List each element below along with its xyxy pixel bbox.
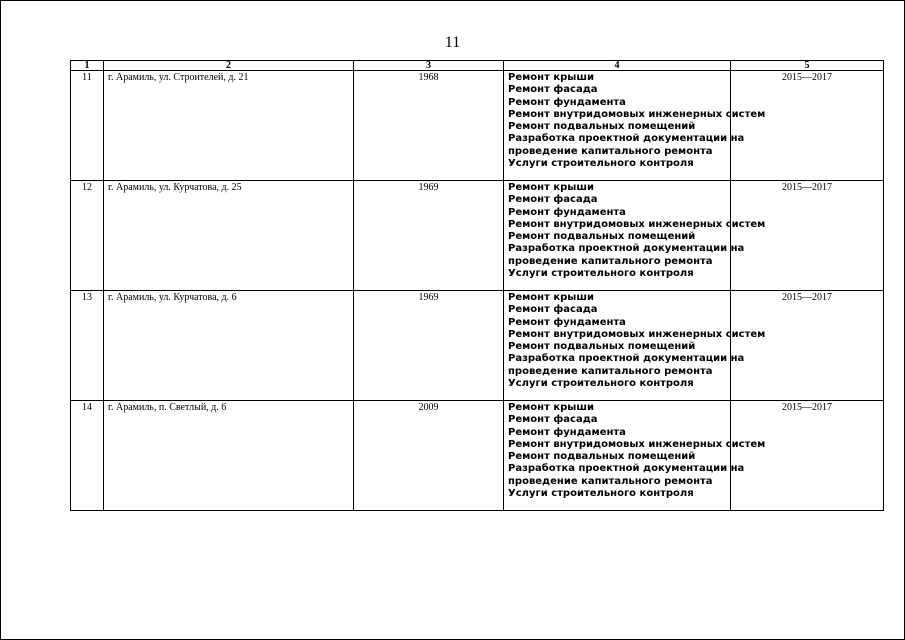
- work-item: проведение капитального ремонта: [508, 145, 713, 157]
- repair-schedule-table: [70, 60, 884, 511]
- address-cell: г. Арамиль, ул. Курчатова, д. 6: [104, 291, 354, 401]
- year-cell: 1969: [354, 181, 504, 291]
- address-cell: г. Арамиль, ул. Строителей, д. 21: [104, 71, 354, 181]
- work-item: Ремонт фасада: [508, 414, 598, 426]
- work-item: Разработка проектной документации на: [508, 133, 745, 145]
- year-cell: 1968: [354, 71, 504, 181]
- works-cell: [504, 291, 766, 401]
- works-cell: [504, 401, 766, 511]
- table-row: [71, 401, 884, 511]
- work-item: Ремонт фасада: [508, 194, 598, 206]
- year-cell: 2009: [354, 401, 504, 511]
- period-cell: 2015—2017: [731, 181, 884, 291]
- address-cell: г. Арамиль, п. Светлый, д. 6: [104, 401, 354, 511]
- work-item: Ремонт фундамента: [508, 96, 626, 108]
- work-item: Ремонт внутридомовых инженерных систем: [508, 438, 766, 450]
- work-item: Ремонт внутридомовых инженерных систем: [508, 108, 766, 120]
- work-item: Ремонт фасада: [508, 304, 598, 316]
- work-item: Ремонт фундамента: [508, 206, 626, 218]
- table-row: [71, 291, 884, 401]
- work-item: проведение капитального ремонта: [508, 365, 713, 377]
- work-item: Ремонт внутридомовых инженерных систем: [508, 218, 766, 230]
- work-item: Услуги строительного контроля: [508, 378, 694, 390]
- header-col-1: 1: [71, 61, 104, 71]
- work-item: Ремонт внутридомовых инженерных систем: [508, 328, 766, 340]
- period-cell: 2015—2017: [731, 401, 884, 511]
- row-number: 13: [71, 291, 104, 401]
- address-cell: г. Арамиль, ул. Курчатова, д. 25: [104, 181, 354, 291]
- year-cell: 1969: [354, 291, 504, 401]
- work-item: Услуги строительного контроля: [508, 488, 694, 500]
- row-number: 14: [71, 401, 104, 511]
- work-item: Разработка проектной документации на: [508, 243, 745, 255]
- row-number: 11: [71, 71, 104, 181]
- works-cell: [504, 181, 766, 291]
- work-item: Ремонт подвальных помещений: [508, 451, 696, 463]
- work-item: Ремонт фасада: [508, 84, 598, 96]
- table-row: [71, 71, 884, 181]
- header-col-5: 5: [731, 61, 884, 71]
- work-item: Ремонт фундамента: [508, 426, 626, 438]
- header-row: [71, 61, 884, 71]
- work-item: Разработка проектной документации на: [508, 353, 745, 365]
- work-item: Ремонт крыши: [508, 182, 594, 193]
- work-item: Ремонт подвальных помещений: [508, 341, 696, 353]
- row-number: 12: [71, 181, 104, 291]
- work-item: Услуги строительного контроля: [508, 158, 694, 170]
- work-item: Ремонт подвальных помещений: [508, 121, 696, 133]
- period-cell: 2015—2017: [731, 71, 884, 181]
- work-item: Разработка проектной документации на: [508, 463, 745, 475]
- work-item: Ремонт крыши: [508, 402, 594, 413]
- works-cell: [504, 71, 766, 181]
- header-col-2: 2: [104, 61, 354, 71]
- work-item: Ремонт фундамента: [508, 316, 626, 328]
- work-item: Услуги строительного контроля: [508, 268, 694, 280]
- work-item: Ремонт крыши: [508, 72, 594, 83]
- page-number: 11: [444, 34, 461, 51]
- work-item: проведение капитального ремонта: [508, 475, 713, 487]
- period-cell: 2015—2017: [731, 291, 884, 401]
- table-row: [71, 181, 884, 291]
- work-item: Ремонт крыши: [508, 292, 594, 303]
- work-item: Ремонт подвальных помещений: [508, 231, 696, 243]
- header-col-4: 4: [504, 61, 731, 71]
- work-item: проведение капитального ремонта: [508, 255, 713, 267]
- header-col-3: 3: [354, 61, 504, 71]
